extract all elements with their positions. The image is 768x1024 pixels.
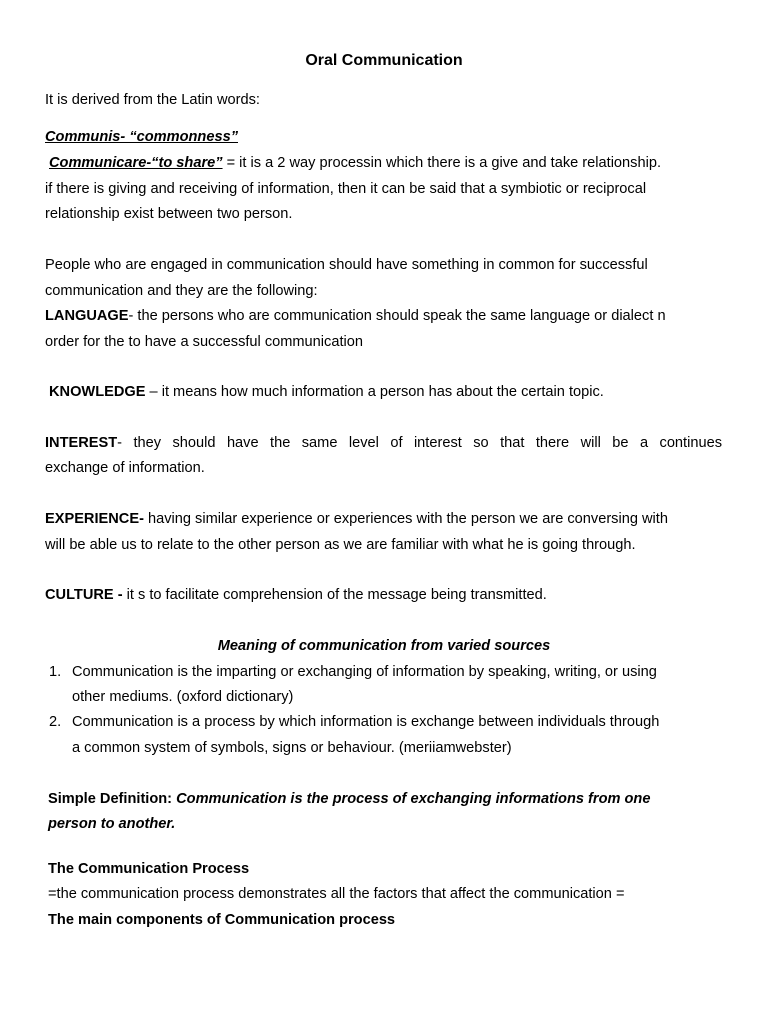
- simple-definition-line-2: person to another.: [48, 816, 176, 832]
- simple-definition-text: Communication is the process of exchanging informations from one: [176, 791, 651, 807]
- people-line-2: communication and they are the following:: [45, 283, 318, 299]
- communis-term: Communis- “commonness”: [45, 129, 238, 145]
- communicare-line-2: if there is giving and receiving of information, then it can be said that a symbiotic or reciprocal: [45, 181, 647, 197]
- culture-line: [45, 588, 547, 603]
- knowledge-term: KNOWLEDGE: [49, 384, 146, 400]
- definition-text-line-1: Communication is the imparting or exchanging of information by speaking, writing, or using: [72, 664, 657, 680]
- page-title: Oral Communication: [305, 52, 463, 69]
- language-line-2: order for the to have a successful communication: [45, 334, 363, 350]
- people-line-1: People who are engaged in communication should have something in common for successful: [45, 257, 648, 273]
- knowledge-line: [49, 385, 604, 400]
- process-heading: The Communication Process: [48, 861, 250, 877]
- simple-definition-line: [48, 792, 650, 807]
- intro-text: It is derived from the Latin words:: [45, 92, 260, 108]
- culture-term: CULTURE -: [45, 587, 123, 603]
- interest-line-2: exchange of information.: [45, 460, 205, 476]
- experience-term: EXPERIENCE-: [45, 511, 144, 527]
- meaning-heading: Meaning of communication from varied sources: [217, 638, 551, 654]
- communicare-definition: = it is a 2 way processin which there is a give and take relationship.: [222, 155, 661, 171]
- experience-definition: having similar experience or experiences with the person we are conversing with: [143, 511, 668, 527]
- experience-line-2: will be able us to relate to the other person as we are familiar with what he is going through.: [45, 537, 636, 553]
- definition-text-line-2: a common system of symbols, signs or behaviour. (meriiamwebster): [72, 740, 512, 756]
- definition-number: 1.: [49, 664, 62, 680]
- definition-number: 2.: [49, 714, 62, 730]
- experience-line: [45, 512, 668, 527]
- communicare-line: [49, 156, 661, 171]
- language-definition: - the persons who are communication should speak the same language or dialect n: [128, 308, 666, 324]
- definition-text-line-2: other mediums. (oxford dictionary): [72, 689, 294, 705]
- communicare-term: Communicare-“to share”: [49, 155, 223, 171]
- simple-definition-label: Simple Definition:: [48, 791, 177, 807]
- communicare-line-3: relationship exist between two person.: [45, 206, 293, 222]
- definition-text-line-1: Communication is a process by which information is exchange between individuals through: [72, 714, 660, 730]
- interest-term: INTEREST: [45, 435, 118, 451]
- interest-line: [45, 436, 722, 451]
- knowledge-definition: – it means how much information a person has about the certain topic.: [145, 384, 604, 400]
- interest-definition: - they should have the same level of interest so that there will be a continues: [117, 435, 722, 451]
- culture-definition: it s to facilitate comprehension of the message being transmitted.: [122, 587, 547, 603]
- language-term: LANGUAGE: [45, 308, 129, 324]
- language-line: [45, 309, 666, 324]
- components-heading: The main components of Communication process: [48, 912, 396, 928]
- process-text: =the communication process demonstrates all the factors that affect the communication =: [48, 886, 625, 902]
